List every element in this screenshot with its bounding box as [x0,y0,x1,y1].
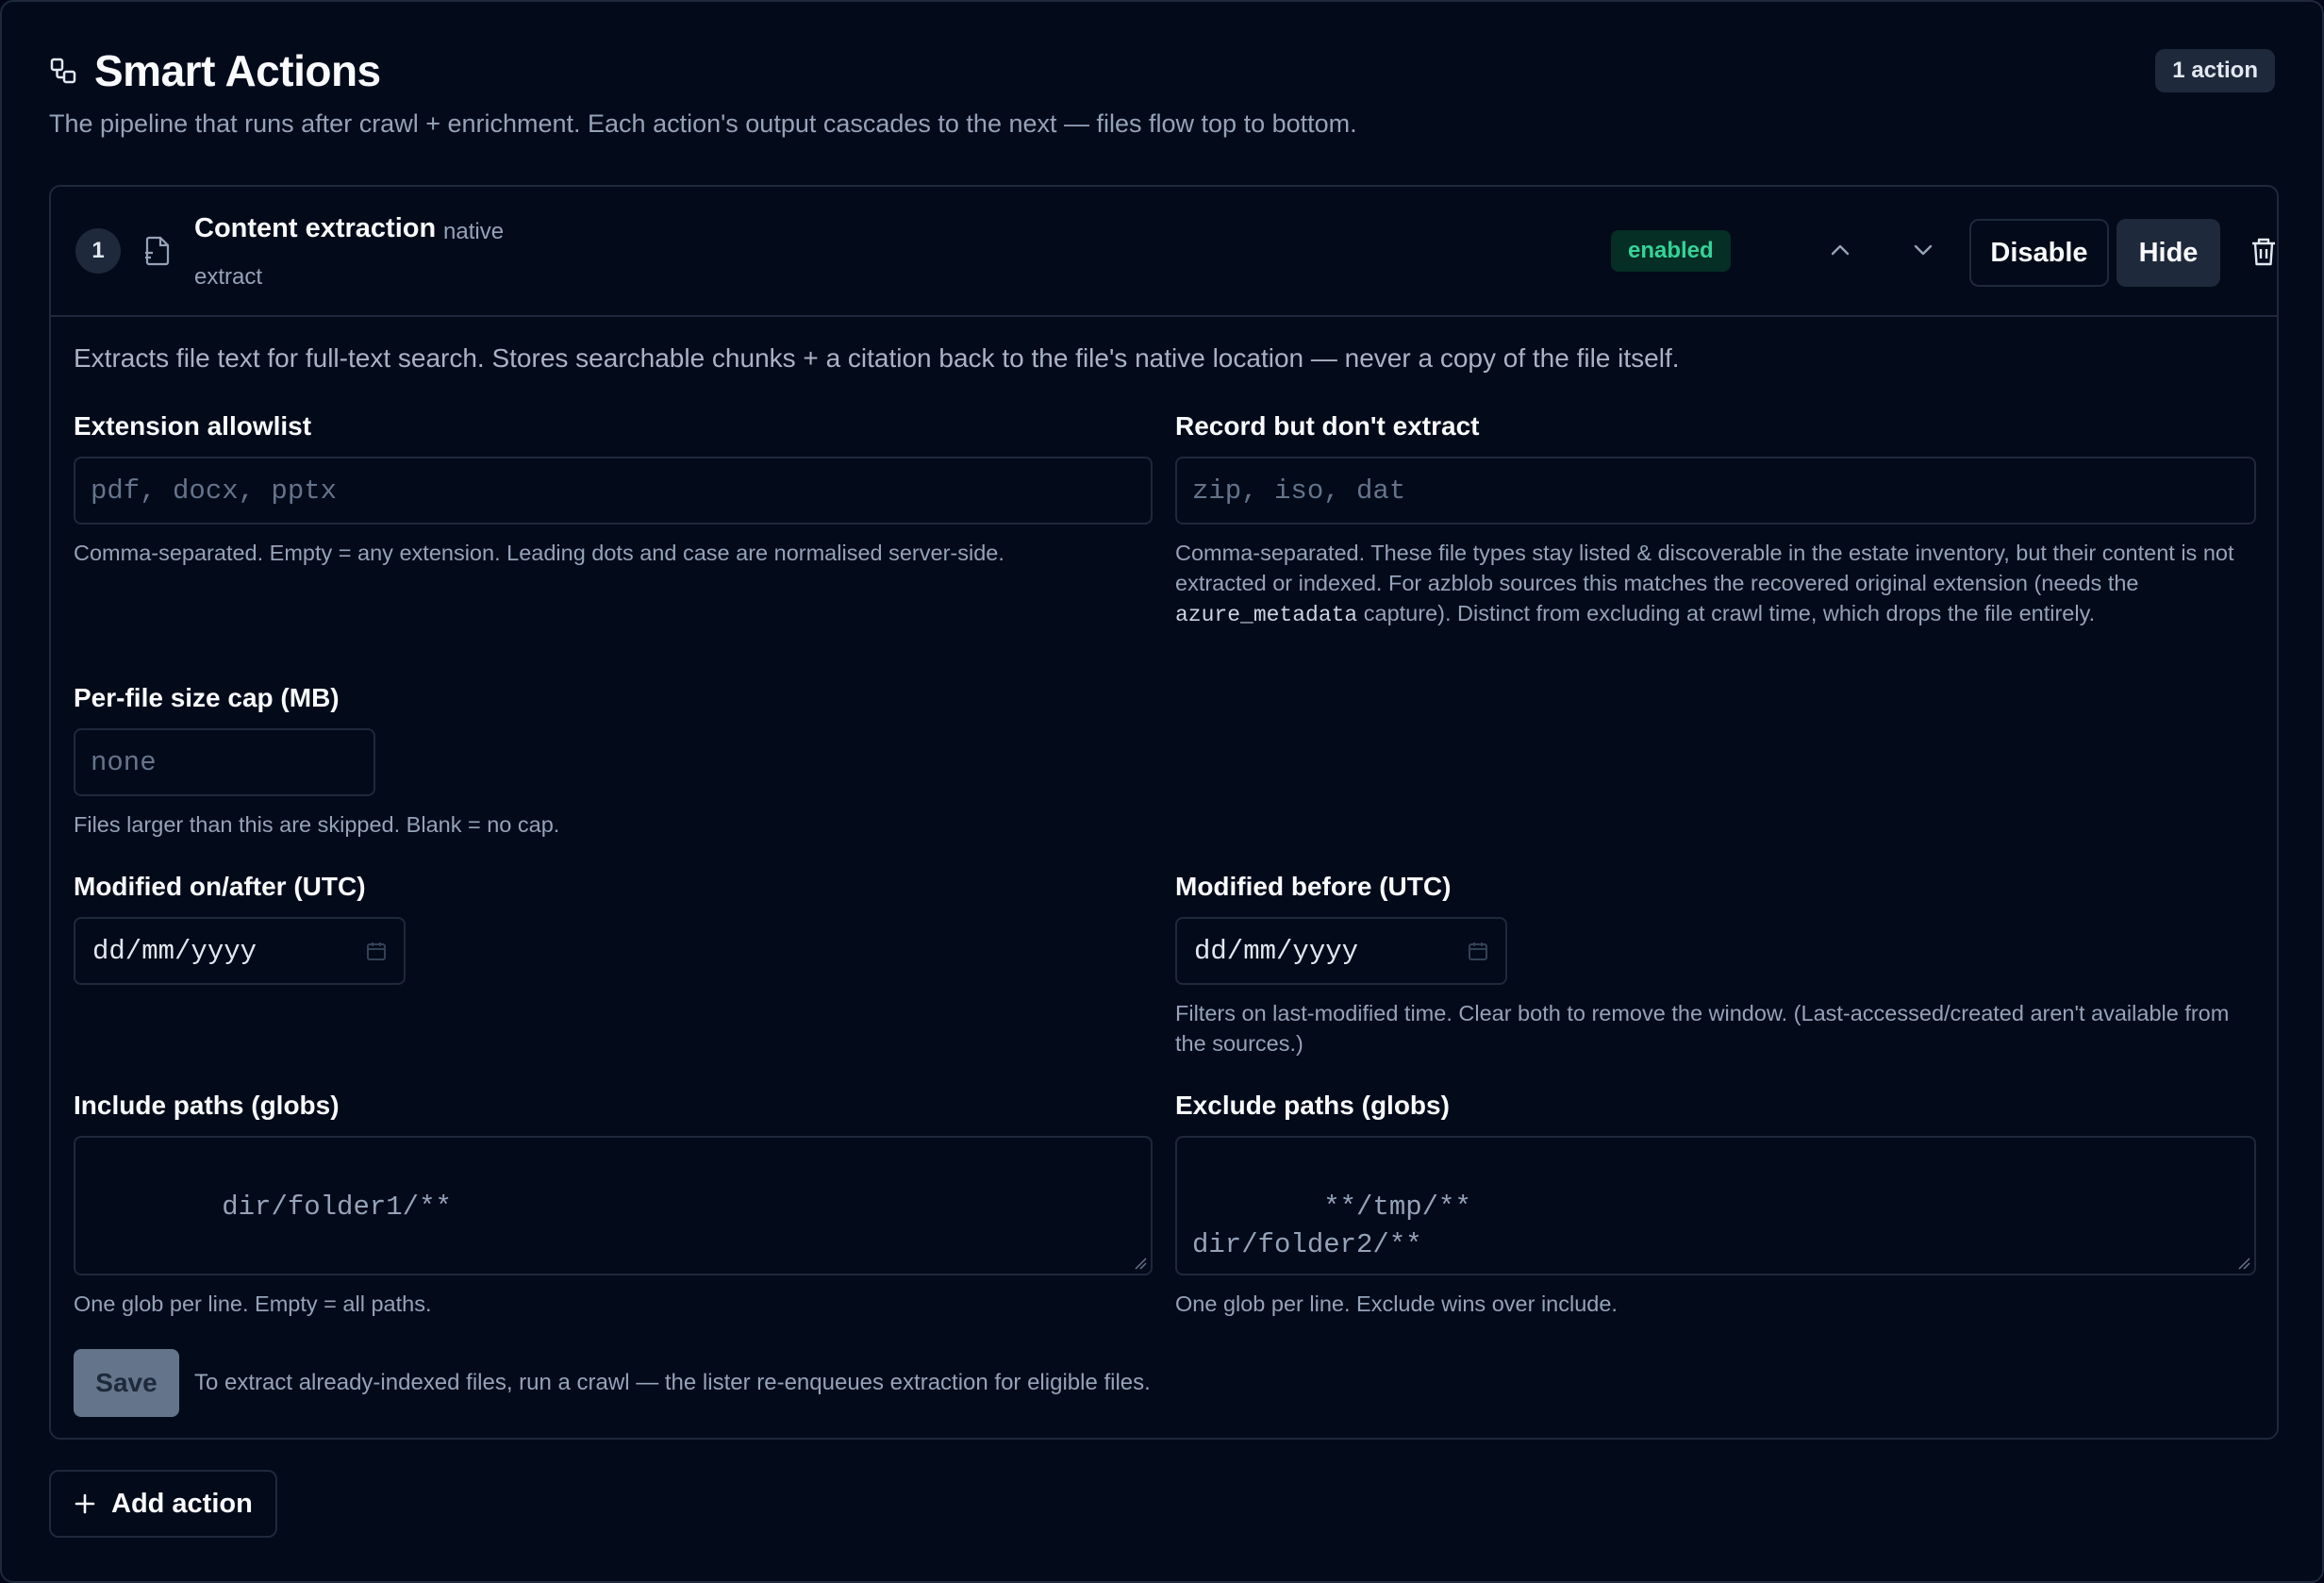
size-cap-field [74,683,560,840]
include-paths-textarea[interactable]: dir/folder1/** [74,1136,1153,1275]
save-button[interactable]: Save [74,1349,179,1417]
include-paths-field [74,1091,1153,1319]
workflow-icon [49,57,77,85]
resize-handle-icon[interactable] [2237,1257,2250,1270]
modified-after-input[interactable] [74,917,406,985]
exclude-paths-textarea[interactable]: **/tmp/** dir/folder2/** [1175,1136,2256,1275]
azure-metadata-code: azure_metadata [1175,603,1358,627]
size-cap-input[interactable]: none [74,728,375,796]
allowlist-field [74,411,1153,568]
include-paths-label: Include paths (globs) [74,1091,340,1120]
trash-icon [2249,236,2279,268]
exclude-paths-help: One glob per line. Exclude wins over include. [1175,1291,1618,1316]
panel-header [49,45,2275,139]
action-kind: extract [194,264,263,290]
modified-before-label: Modified before (UTC) [1175,872,1452,901]
exclude-paths-field [1175,1091,2256,1319]
action-description: Extracts file text for full-text search. Stores searchable chunks + a citation back to the file's native location — never a copy of the file itself. [74,343,1680,373]
size-cap-label: Per-file size cap (MB) [74,683,340,712]
resize-handle-icon[interactable] [1134,1257,1147,1270]
move-up-button[interactable] [1826,236,1854,264]
modified-before-value: dd/mm/yyyy [1194,935,1359,967]
save-note: To extract already-indexed files, run a crawl — the lister re-enqueues extraction for eligible files. [194,1370,1151,1395]
allowlist-help: Comma-separated. Empty = any extension. Leading dots and case are normalised server-side. [74,541,1004,565]
disable-button[interactable]: Disable [1969,219,2109,287]
record-only-field [1175,411,2256,630]
modified-after-label: Modified on/after (UTC) [74,872,366,901]
modified-after-value: dd/mm/yyyy [92,935,257,967]
include-paths-help: One glob per line. Empty = all paths. [74,1291,432,1316]
calendar-icon [1468,941,1488,961]
size-cap-help: Files larger than this are skipped. Blank = no cap. [74,812,560,837]
page-subtitle: The pipeline that runs after crawl + enrichment. Each action's output cascades to the next — files flow top to bottom. [49,109,1357,138]
modified-window-help: Filters on last-modified time. Clear both to remove the window. (Last-accessed/created aren't available from the sources.) [1175,1001,2230,1056]
plus-icon [74,1492,96,1515]
record-only-help: Comma-separated. These file types stay listed & discoverable in the estate inventory, but their content is not extracted or indexed. For azblob sources this matches the recovered original extension (needs the azure_metadata capture). Distinct from excluding at crawl time, which drops the file entirely. [1175,541,2234,627]
delete-button[interactable] [2249,236,2279,268]
allowlist-input[interactable]: pdf, docx, pptx [74,457,1153,525]
chevron-up-icon [1830,243,1851,257]
file-text-icon [143,236,172,266]
action-name: Content extraction [194,213,437,243]
action-count-badge: 1 action [2155,49,2275,92]
action-type: native [443,219,505,244]
action-card-header [51,187,2277,317]
chevron-down-icon [1913,243,1934,257]
exclude-paths-label: Exclude paths (globs) [1175,1091,1450,1120]
modified-before-field [1175,872,2256,1058]
add-action-button[interactable] [49,1470,277,1538]
action-card [49,185,2279,1440]
hide-button[interactable]: Hide [2116,219,2220,287]
status-badge: enabled [1611,230,1731,272]
add-action-label: Add action [111,1488,253,1519]
allowlist-label: Extension allowlist [74,411,312,441]
step-number: 1 [75,228,121,274]
record-only-label: Record but don't extract [1175,411,1480,441]
record-only-input[interactable]: zip, iso, dat [1175,457,2256,525]
move-down-button[interactable] [1909,236,1937,264]
calendar-icon [366,941,387,961]
modified-before-input[interactable] [1175,917,1507,985]
modified-after-field [74,872,406,985]
page-title: Smart Actions [94,46,381,95]
